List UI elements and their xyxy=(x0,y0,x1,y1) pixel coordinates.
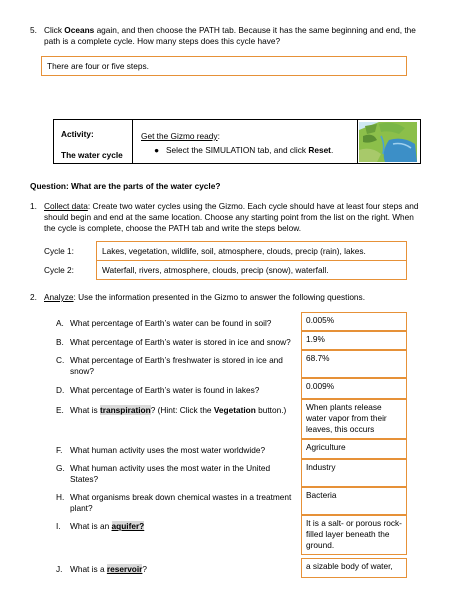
answer-box-q5[interactable]: There are four or five steps. xyxy=(41,56,407,76)
water-cycle-landscape-image xyxy=(359,122,417,162)
activity-cell xyxy=(53,119,133,164)
cycle-2-label: Cycle 2: xyxy=(44,265,74,275)
question-i-text: What is an aquifer? xyxy=(70,521,145,531)
gizmo-ready-instruction: Select the SIMULATION tab, and click Reset. xyxy=(166,145,334,155)
question-number: 2. xyxy=(30,292,37,302)
answer-h[interactable]: Bacteria xyxy=(301,487,407,515)
answer-d[interactable]: 0.009% xyxy=(301,378,407,399)
question-letter: H. xyxy=(56,492,65,502)
question-j-text: What is a reservoir? xyxy=(70,564,148,574)
answer-c[interactable]: 68.7% xyxy=(301,350,407,378)
collect-data-text: Collect data: Create two water cycles using the Gizmo. Each cycle should have at least four steps and should begin and end at the same location. Choose any starting point from the list on the right. When the cycle is complete, choose the PATH tab and write the steps below. xyxy=(44,201,419,233)
activity-name: The water cycle xyxy=(61,150,123,160)
cycle-1-label: Cycle 1: xyxy=(44,246,74,256)
activity-label: Activity: xyxy=(61,129,94,139)
question-5-text: Click Oceans again, and then choose the PATH tab. Because it has the same beginning and end, the path is a complete cycle. How many steps does this cycle have? xyxy=(44,25,416,46)
answer-j[interactable]: a sizable body of water, xyxy=(301,558,407,578)
gizmo-thumbnail-cell xyxy=(357,119,421,164)
bullet-icon: ● xyxy=(154,145,160,155)
analyze-text: Analyze: Use the information presented in the Gizmo to answer the following questions. xyxy=(44,292,365,302)
question-letter: J. xyxy=(56,564,63,574)
question-letter: D. xyxy=(56,385,65,395)
question-number: 5. xyxy=(30,25,37,35)
answer-a[interactable]: 0.005% xyxy=(301,312,407,331)
gizmo-ready-cell xyxy=(132,119,358,164)
question-c-text: What percentage of Earth’s freshwater is stored in ice and snow? xyxy=(70,355,283,376)
question-letter: I. xyxy=(56,521,61,531)
answer-g[interactable]: Industry xyxy=(301,459,407,487)
question-letter: F. xyxy=(56,445,63,455)
question-letter: E. xyxy=(56,405,64,415)
cycle-1-input[interactable]: Lakes, vegetation, wildlife, soil, atmosphere, clouds, precip (rain), lakes. xyxy=(96,241,407,261)
question-g-text: What human activity uses the most water in the United States? xyxy=(70,463,271,484)
cycle-2-input[interactable]: Waterfall, rivers, atmosphere, clouds, precip (snow), waterfall. xyxy=(96,260,407,280)
question-a-text: What percentage of Earth’s water can be found in soil? xyxy=(70,318,272,328)
question-heading: Question: What are the parts of the water cycle? xyxy=(30,181,221,191)
question-letter: C. xyxy=(56,355,65,365)
answer-f[interactable]: Agriculture xyxy=(301,439,407,459)
question-b-text: What percentage of Earth’s water is stored in ice and snow? xyxy=(70,337,291,347)
question-d-text: What percentage of Earth’s water is found in lakes? xyxy=(70,385,260,395)
question-e-text: What is transpiration? (Hint: Click the Vegetation button.) xyxy=(70,405,287,415)
question-f-text: What human activity uses the most water worldwide? xyxy=(70,445,266,455)
answer-e[interactable]: When plants release water vapor from their leaves, this occurs xyxy=(301,399,407,439)
question-h-text: What organisms break down chemical wastes in a treatment plant? xyxy=(70,492,292,513)
question-letter: G. xyxy=(56,463,65,473)
gizmo-ready-heading: Get the Gizmo ready: xyxy=(141,131,220,141)
question-letter: B. xyxy=(56,337,64,347)
answer-i[interactable]: It is a salt- or porous rock-filled layer beneath the ground. xyxy=(301,515,407,555)
question-number: 1. xyxy=(30,201,37,211)
answer-b[interactable]: 1.9% xyxy=(301,331,407,350)
question-letter: A. xyxy=(56,318,64,328)
